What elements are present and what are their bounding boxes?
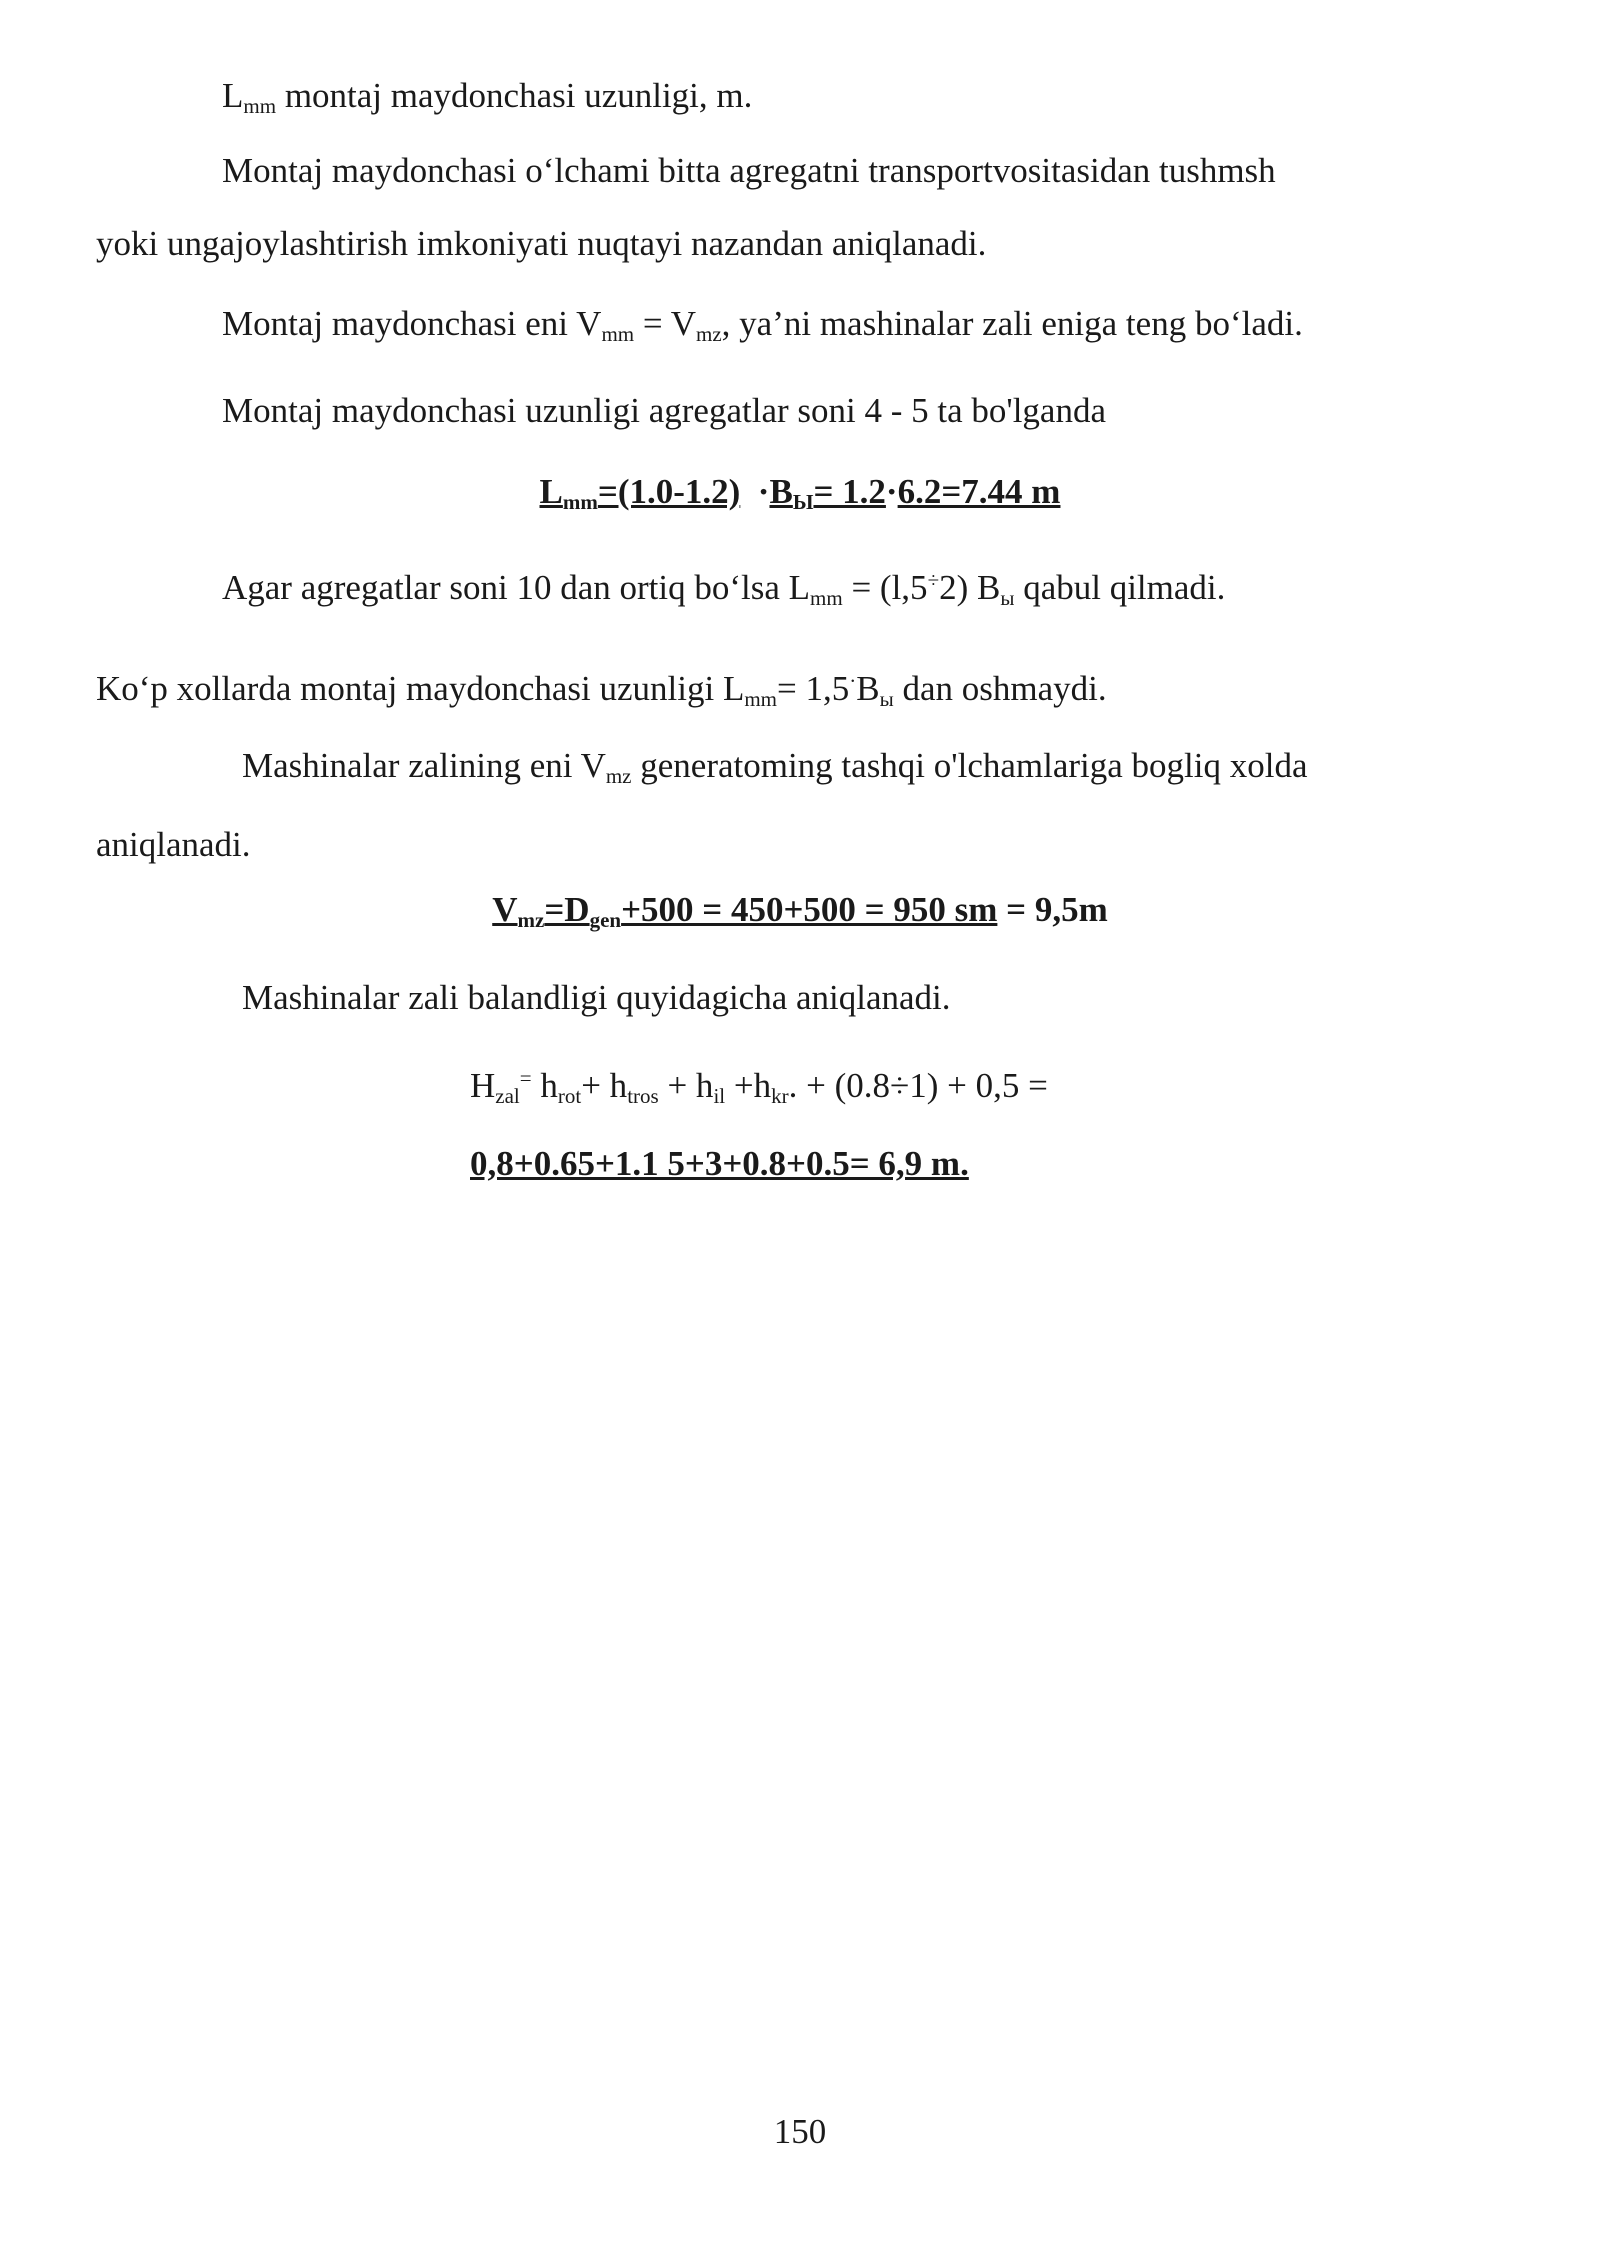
text-run: =(1.0-1.2) (597, 472, 741, 511)
text-run: , ya’ni mashinalar zali eniga teng bo‘ladi. (721, 304, 1303, 343)
paragraph-usually (96, 667, 1107, 711)
subscript: tros (627, 1084, 659, 1108)
subscript: mm (601, 322, 635, 346)
formula-underlined (492, 890, 998, 932)
formula-hzal-result: 0,8+0.65+1.1 5+3+0.8+0.5= 6,9 m. (470, 1144, 969, 1183)
subscript: mz (517, 908, 545, 932)
subscript: mm (562, 490, 598, 514)
subscript: mm (243, 94, 277, 118)
text-run: +500 = 450+500 = 950 sm (621, 890, 998, 929)
subscript: ы (1000, 586, 1015, 610)
paragraph-more-than-ten (222, 566, 1225, 610)
text-run: = 1.2 (813, 472, 886, 511)
paragraph-line: yoki ungajoylashtirish imkoniyati nuqtayi nazandan aniqlanadi. (96, 224, 987, 263)
text-run: = 9,5m (997, 890, 1108, 929)
paragraph-hall-width (242, 744, 1308, 788)
formula-underlined (769, 472, 886, 514)
subscript: mm (744, 687, 777, 711)
paragraph-line: Mashinalar zali balandligi quyidagicha aniqlanadi. (242, 978, 951, 1017)
formula-vmz (0, 888, 1600, 932)
paragraph-line: Montaj maydonchasi o‘lchami bitta agregatni transportvositasidan tushmsh (222, 151, 1276, 190)
text-run: . + (0.8÷1) + 0,5 = (788, 1066, 1048, 1105)
text-run: = 1,5 (777, 669, 850, 708)
text-run: + h (581, 1066, 628, 1105)
text-run: montaj maydonchasi uzunligi, m. (276, 76, 753, 115)
paragraph-line: Montaj maydonchasi uzunligi agregatlar soni 4 - 5 ta bo'lganda (222, 391, 1106, 430)
subscript: mz (605, 764, 632, 788)
paragraph-lmm-definition (222, 74, 752, 118)
subscript: il (713, 1084, 726, 1108)
text-run: qabul qilmadi. (1014, 568, 1226, 607)
text-run: + h (658, 1066, 714, 1105)
subscript: zal (495, 1084, 520, 1108)
text-run: =D (544, 890, 590, 929)
text-run: Agar agregatlar soni 10 dan ortiq bo‘lsa L (222, 568, 811, 607)
subscript: gen (589, 908, 622, 932)
text-run: h (531, 1066, 558, 1105)
text-run: Mashinalar zalining eni V (242, 746, 606, 785)
subscript: mm (810, 586, 843, 610)
subscript: Ы (792, 490, 814, 514)
text-run: +h (725, 1066, 772, 1105)
text-run: L (539, 472, 563, 511)
text-run: H (470, 1066, 496, 1105)
superscript: · (849, 669, 857, 693)
paragraph-width-equation (222, 302, 1303, 346)
formula-lmm (0, 470, 1600, 514)
page-number: 150 (773, 2112, 827, 2151)
text-run: = V (634, 304, 696, 343)
text-run: B (769, 472, 793, 511)
text-run: 6.2=7.44 m (897, 472, 1061, 511)
text-run: · (740, 472, 770, 511)
superscript: = (519, 1066, 532, 1090)
text-run: = (l,5 (842, 568, 928, 607)
formula-hzal (470, 1064, 1048, 1108)
text-run: L (222, 76, 244, 115)
subscript: ы (879, 687, 894, 711)
subscript: mz (696, 322, 722, 346)
text-run: V (492, 890, 518, 929)
subscript: rot (557, 1084, 582, 1108)
subscript: kr (771, 1084, 789, 1108)
text-run: · (885, 472, 898, 511)
text-run: Montaj maydonchasi eni V (222, 304, 602, 343)
paragraph-line: aniqlanadi. (96, 825, 251, 864)
text-run: Ko‘p xollarda montaj maydonchasi uzunligi L (96, 669, 745, 708)
text-run: 2) B (939, 568, 1001, 607)
formula-underlined (539, 472, 741, 514)
superscript: ÷ (927, 568, 940, 592)
text-run: dan oshmaydi. (893, 669, 1107, 708)
text-run: B (856, 669, 880, 708)
text-run: generatoming tashqi o'lchamlariga bogliq xolda (631, 746, 1308, 785)
